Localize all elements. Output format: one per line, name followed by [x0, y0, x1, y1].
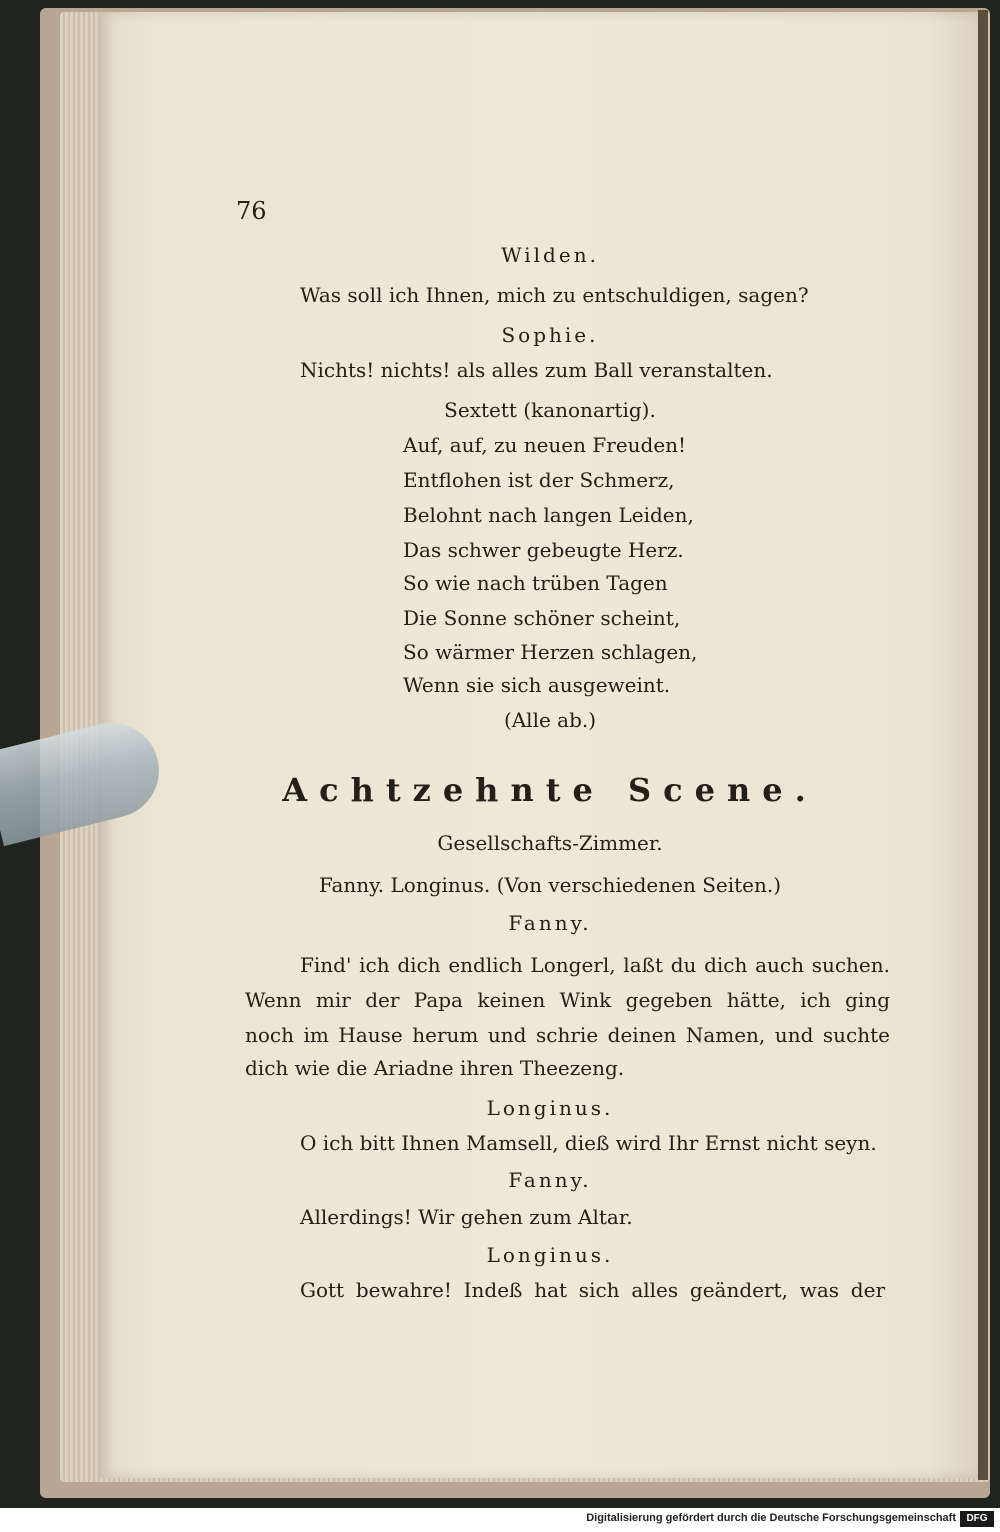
scene-location: Gesellschafts-Zimmer. — [437, 831, 663, 855]
verse-line: So wärmer Herzen schlagen, — [403, 640, 698, 664]
speaker-name: Fanny. — [508, 911, 592, 935]
dialogue-line: dich wie die Ariadne ihren Theezeng. — [245, 1056, 625, 1080]
dfg-logo: DFG — [960, 1511, 994, 1527]
dialogue-line: Gott bewahre! Indeß hat sich alles geändert, was der — [300, 1278, 885, 1302]
dialogue-line: Find' ich dich endlich Longerl, laßt du dich auch suchen. — [300, 953, 890, 977]
speaker-name: Sophie. — [501, 323, 599, 347]
speaker-name: Longinus. — [486, 1243, 614, 1267]
verse-line: Die Sonne schöner scheint, — [403, 606, 681, 630]
funding-notice: Digitalisierung gefördert durch die Deutsche Forschungsgemeinschaft — [586, 1512, 956, 1524]
speaker-name: Longinus. — [486, 1096, 614, 1120]
dialogue-line: Wenn mir der Papa keinen Wink gegeben hätte, ich ging — [245, 988, 890, 1012]
song-heading: Sextett (kanonartig). — [444, 398, 656, 422]
verse-line: Das schwer gebeugte Herz. — [403, 538, 684, 562]
footer-bar — [0, 1508, 1000, 1532]
speaker-name: Fanny. — [508, 1168, 592, 1192]
dialogue-line: Was soll ich Ihnen, mich zu entschuldigen, sagen? — [300, 283, 809, 307]
verse-line: Belohnt nach langen Leiden, — [403, 503, 694, 527]
scene-heading: Achtzehnte Scene. — [282, 771, 818, 809]
stage-direction: (Alle ab.) — [503, 708, 597, 732]
verse-line: Entflohen ist der Schmerz, — [403, 468, 675, 492]
verse-line: Auf, auf, zu neuen Freuden! — [403, 433, 687, 457]
dialogue-line: Nichts! nichts! als alles zum Ball veranstalten. — [300, 358, 773, 382]
scene-characters: Fanny. Longinus. (Von verschiedenen Seiten.) — [318, 873, 782, 897]
dialogue-line: O ich bitt Ihnen Mamsell, dieß wird Ihr Ernst nicht seyn. — [300, 1131, 877, 1155]
book-binding-edge — [978, 10, 988, 1480]
verse-line: Wenn sie sich ausgeweint. — [403, 673, 671, 697]
dialogue-line: Allerdings! Wir gehen zum Altar. — [300, 1205, 633, 1229]
verse-line: So wie nach trüben Tagen — [403, 571, 668, 595]
speaker-name: Wilden. — [501, 243, 599, 267]
dialogue-line: noch im Hause herum und schrie deinen Namen, und suchte — [245, 1023, 890, 1047]
page-number: 76 — [236, 197, 267, 225]
